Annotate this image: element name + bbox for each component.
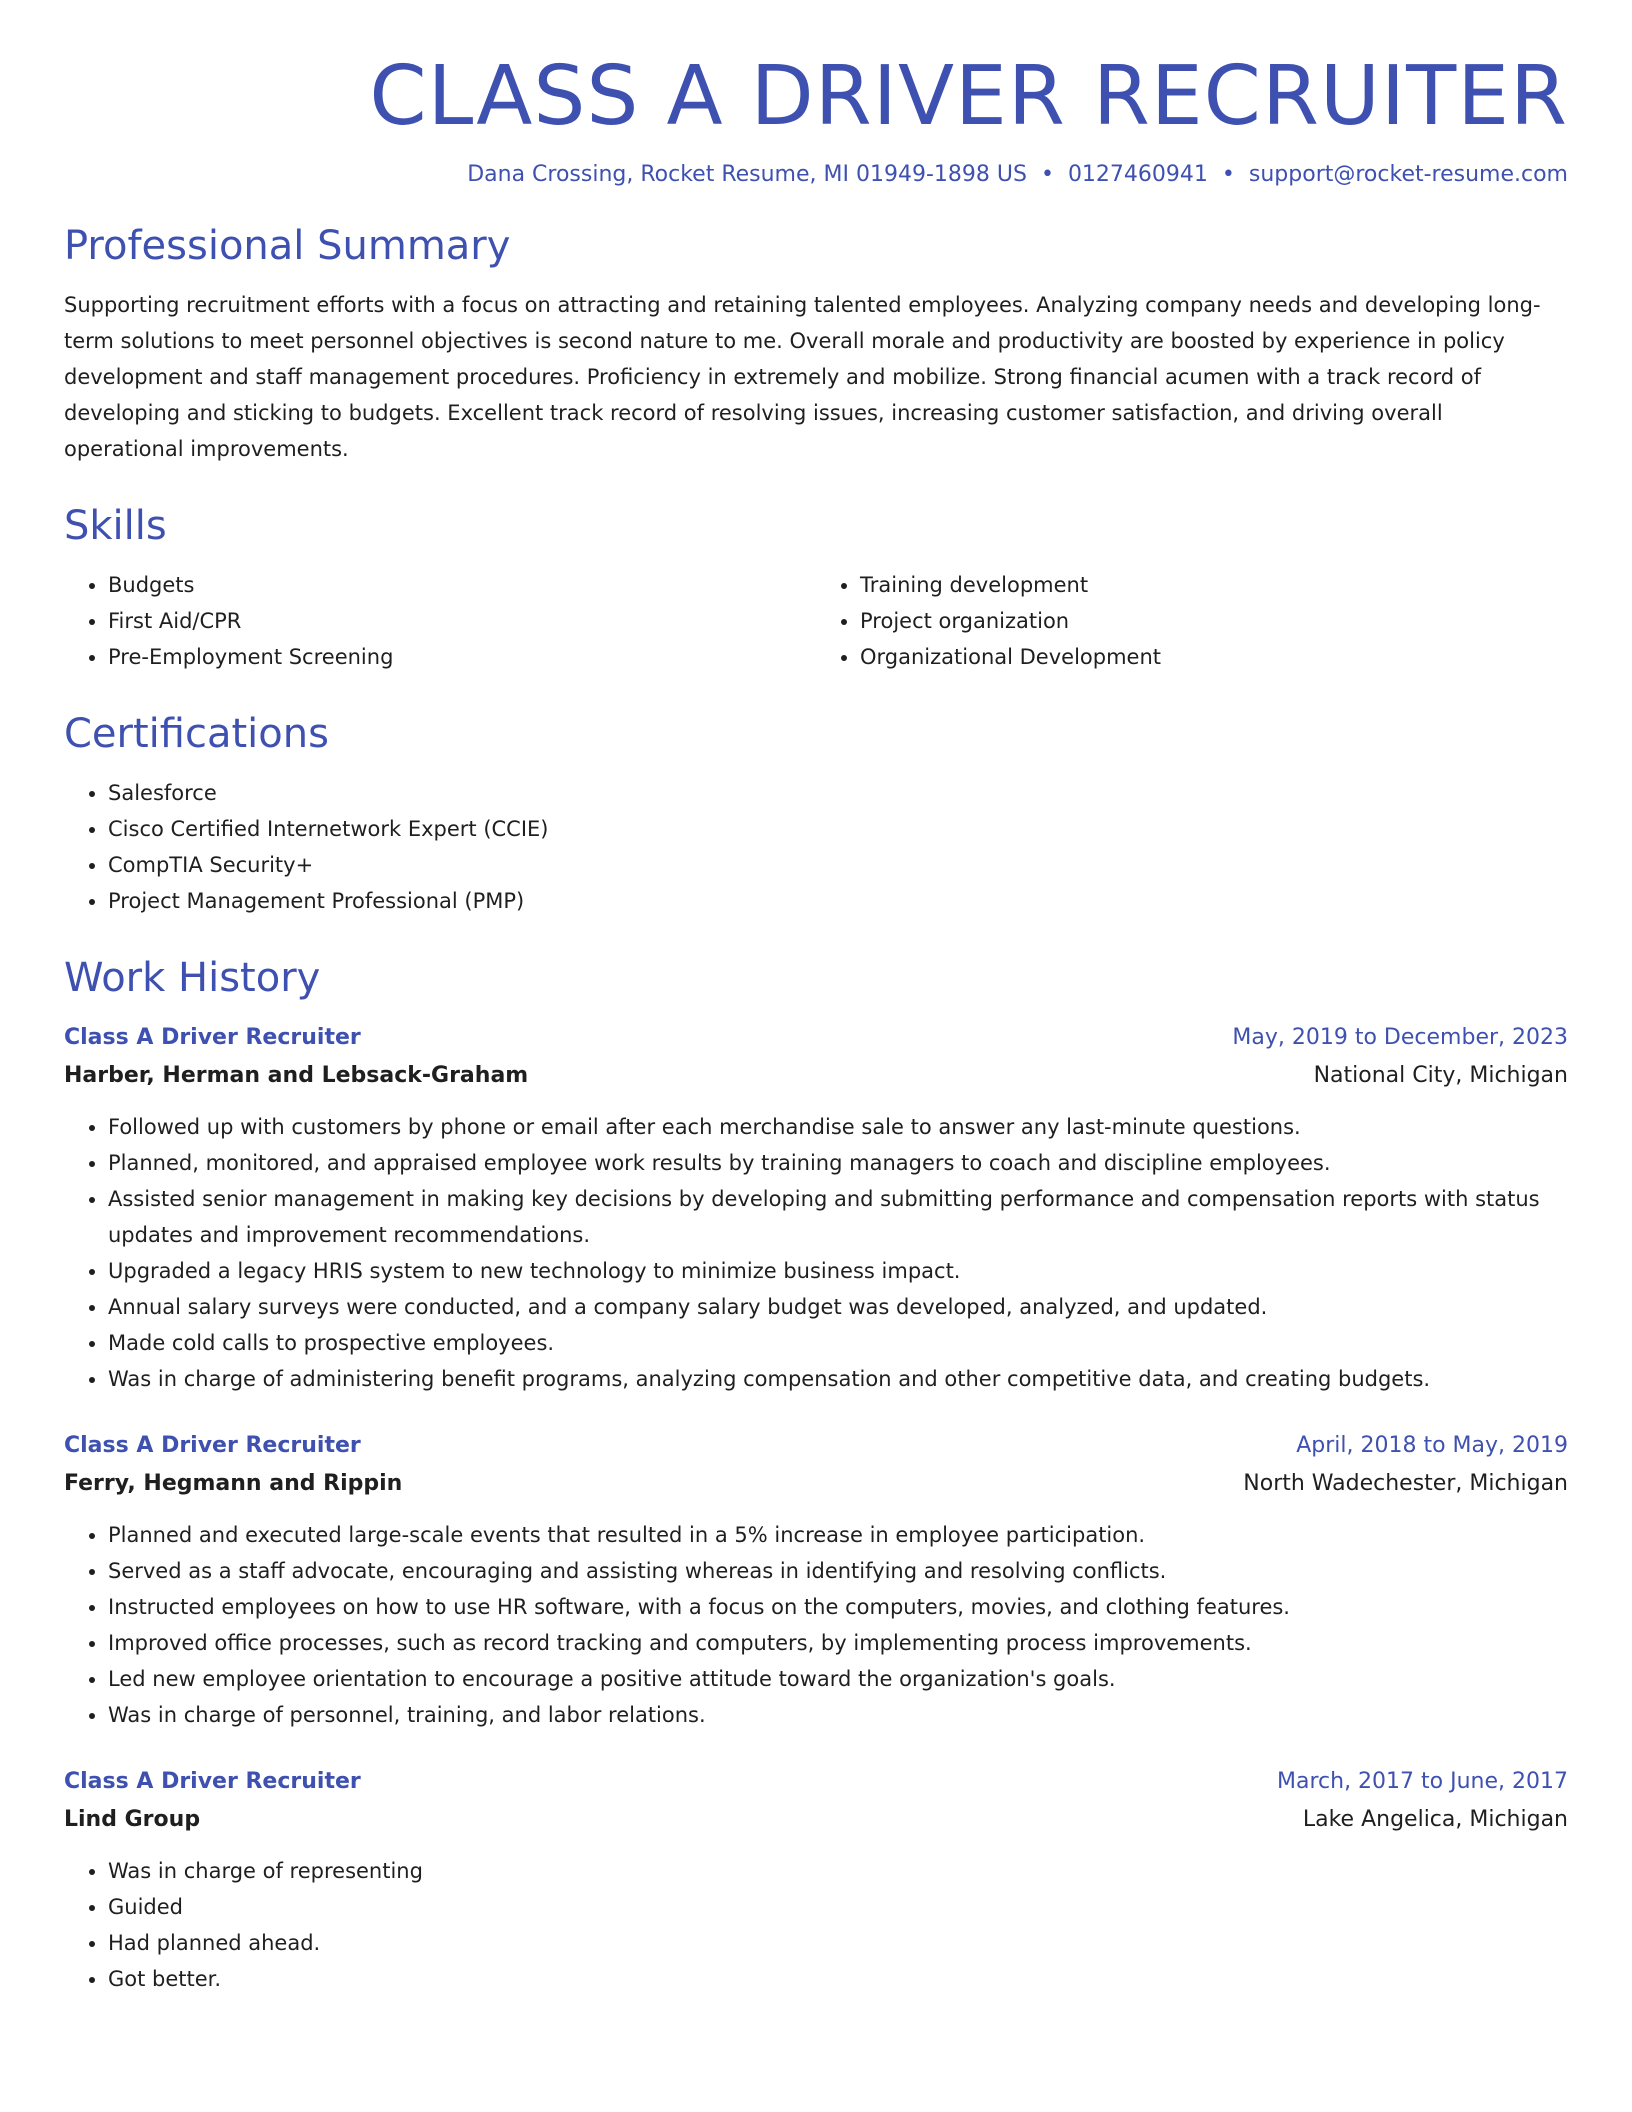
contact-separator: • (1221, 162, 1235, 188)
skills-list-right (816, 567, 1568, 675)
job-entry (64, 1763, 1568, 1997)
job-entry (64, 1427, 1568, 1733)
contact-email[interactable]: support@rocket-resume.com (1248, 162, 1568, 188)
job-bullets (64, 1109, 1568, 1397)
job-bullet: • Guided (108, 1889, 1568, 1925)
job-bullet: • Served as a staff advocate, encouraging and assisting whereas in identifying and resolving conflicts. (108, 1553, 1568, 1589)
job-dates: April, 2018 to May, 2019 (1296, 1433, 1568, 1459)
certifications-heading: Certifications (64, 711, 329, 758)
job-bullet: • Instructed employees on how to use HR software, with a focus on the computers, movies, and clothing features. (108, 1589, 1568, 1625)
job-bullet: • Planned and executed large-scale events that resulted in a 5% increase in employee participation. (108, 1517, 1568, 1553)
contact-address: Dana Crossing, Rocket Resume, MI 01949-1898 US (467, 162, 1027, 188)
job-company-row (64, 1465, 1568, 1503)
certification-item: • Salesforce (108, 775, 1568, 811)
job-dates: March, 2017 to June, 2017 (1277, 1769, 1568, 1795)
job-bullet: • Was in charge of representing (108, 1853, 1568, 1889)
job-location: North Wadechester, Michigan (1243, 1471, 1568, 1497)
work-history-section (64, 955, 1568, 1997)
job-bullet: • Made cold calls to prospective employees. (108, 1325, 1568, 1361)
job-bullet: • Planned, monitored, and appraised employee work results by training managers to coach and discipline employees. (108, 1145, 1568, 1181)
skill-item: • Project organization (860, 603, 1568, 639)
skill-item: • First Aid/CPR (108, 603, 816, 639)
certification-item: • Cisco Certified Internetwork Expert (CCIE) (108, 811, 1568, 847)
job-bullet: • Improved office processes, such as record tracking and computers, by implementing process improvements. (108, 1625, 1568, 1661)
job-entry (64, 1019, 1568, 1397)
job-location: Lake Angelica, Michigan (1302, 1807, 1568, 1833)
job-bullets (64, 1853, 1568, 1997)
resume-header (64, 50, 1568, 187)
summary-heading: Professional Summary (64, 223, 511, 270)
job-bullet: • Was in charge of personnel, training, and labor relations. (108, 1697, 1568, 1733)
certifications-list (64, 775, 1568, 919)
job-company: Ferry, Hegmann and Rippin (64, 1471, 403, 1497)
job-location: National City, Michigan (1313, 1063, 1568, 1089)
job-bullet: • Followed up with customers by phone or email after each merchandise sale to answer any last-minute questions. (108, 1109, 1568, 1145)
job-bullet: • Assisted senior management in making key decisions by developing and submitting performance and compensation reports with status updates and improvement recommendations. (108, 1181, 1568, 1253)
work-history-heading: Work History (64, 955, 321, 1002)
contact-phone: 0127460941 (1067, 162, 1208, 188)
job-title: Class A Driver Recruiter (64, 1433, 361, 1459)
skill-item: • Budgets (108, 567, 816, 603)
job-company: Lind Group (64, 1807, 201, 1833)
job-bullet: • Annual salary surveys were conducted, and a company salary budget was developed, analyzed, and updated. (108, 1289, 1568, 1325)
job-title: Class A Driver Recruiter (64, 1769, 361, 1795)
job-bullets (64, 1517, 1568, 1733)
skills-grid (64, 567, 1568, 675)
job-title: Class A Driver Recruiter (64, 1025, 361, 1051)
job-title-row (64, 1763, 1568, 1801)
skill-item: • Organizational Development (860, 639, 1568, 675)
summary-section (64, 223, 1568, 467)
job-title-row (64, 1427, 1568, 1465)
skills-list-left (64, 567, 816, 675)
job-company-row (64, 1057, 1568, 1095)
certification-item: • Project Management Professional (PMP) (108, 883, 1568, 919)
skill-item: • Training development (860, 567, 1568, 603)
skill-item: • Pre-Employment Screening (108, 639, 816, 675)
skills-heading: Skills (64, 503, 167, 550)
job-title-row (64, 1019, 1568, 1057)
job-company: Harber, Herman and Lebsack-Graham (64, 1063, 529, 1089)
contact-line (64, 162, 1568, 187)
certifications-section (64, 711, 1568, 919)
job-company-row (64, 1801, 1568, 1839)
resume-name: CLASS A DRIVER RECRUITER (369, 49, 1568, 144)
job-bullet: • Upgraded a legacy HRIS system to new technology to minimize business impact. (108, 1253, 1568, 1289)
skills-section (64, 503, 1568, 675)
job-bullet: • Got better. (108, 1961, 1568, 1997)
certification-item: • CompTIA Security+ (108, 847, 1568, 883)
contact-separator: • (1040, 162, 1054, 188)
job-bullet: • Was in charge of administering benefit programs, analyzing compensation and other competitive data, and creating budgets. (108, 1361, 1568, 1397)
summary-text: Supporting recruitment efforts with a focus on attracting and retaining talented employees. Analyzing company needs and developing long-term solutions to meet personnel objectives is second nature to me. Overall morale and productivity are boosted by experience in policy development and staff management procedures. Proficiency in extremely and mobilize. Strong financial acumen with a track record of developing and sticking to budgets. Excellent track record of resolving issues, increasing customer satisfaction, and driving overall operational improvements. (64, 293, 1541, 462)
job-bullet: • Led new employee orientation to encourage a positive attitude toward the organization's goals. (108, 1661, 1568, 1697)
job-bullet: • Had planned ahead. (108, 1925, 1568, 1961)
job-dates: May, 2019 to December, 2023 (1232, 1025, 1568, 1051)
